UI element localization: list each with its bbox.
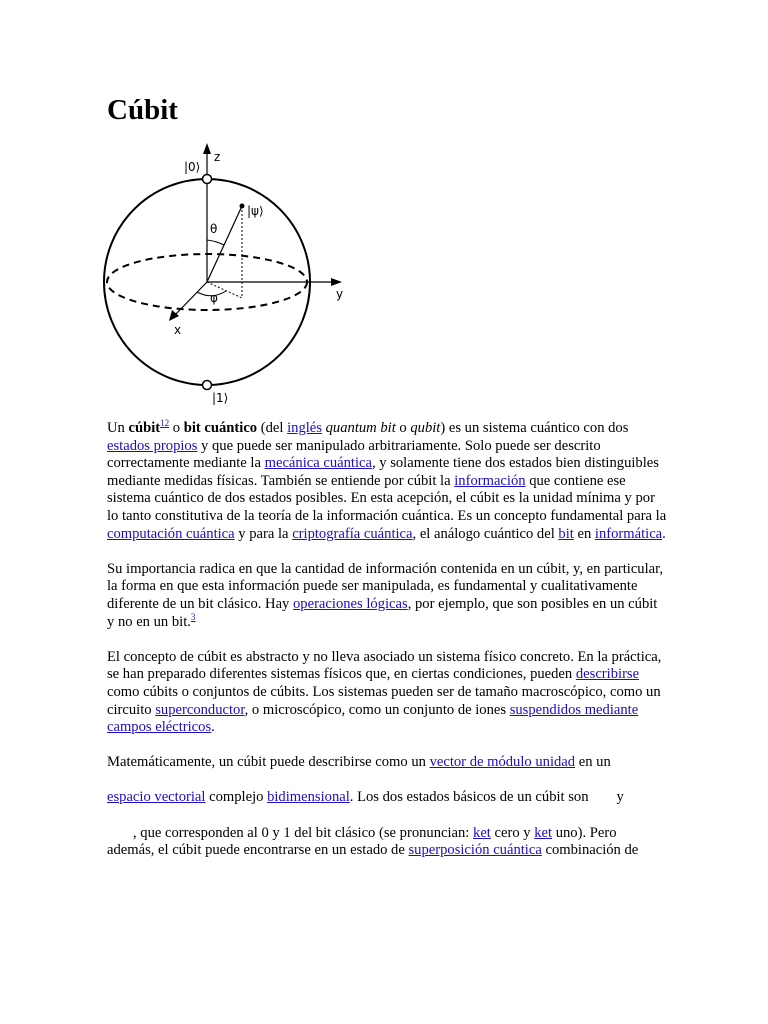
paragraph-math: [107, 754, 667, 772]
text: Un: [107, 420, 129, 436]
term-cubit: cúbit: [128, 420, 161, 436]
text: y que puede ser manipulado arbitrariamente. Solo puede ser descrito correctamente mediante la: [107, 437, 601, 472]
link-describirse[interactable]: describirse: [575, 666, 640, 683]
text: . Los dos estados básicos de un cúbit son: [349, 789, 589, 806]
text: como cúbits o conjuntos de cúbits. Los sistemas pueden ser de tamaño macroscópico, como un circuito: [107, 683, 661, 718]
text: y para la: [234, 525, 293, 542]
link-ket-uno[interactable]: ket: [534, 824, 553, 841]
text: que contiene ese sistema cuántico de dos estados posibles. En esta acepción, el cúbit es la unidad mínima y por lo tanto constitutiva de la teoría de la información cuántica. Es un concepto fundamental para la: [107, 472, 667, 524]
ket1-label: |1⟩: [212, 391, 229, 405]
text: .: [662, 525, 666, 542]
z-axis-label: z: [214, 150, 221, 164]
bloch-sphere-diagram: [100, 140, 360, 410]
paragraph-importance: [107, 561, 667, 631]
y-axis-label: y: [336, 287, 344, 301]
theta-label: θ: [210, 222, 218, 236]
term-bit-cuantico: bit cuántico: [183, 420, 258, 436]
ketpsi-label: |ψ⟩: [247, 204, 264, 218]
link-criptografia-cuantica[interactable]: criptografía cuántica: [292, 525, 413, 542]
text: ) es un sistema cuántico con dos: [440, 420, 629, 436]
page-title: Cúbit: [107, 94, 178, 126]
article-body: [107, 420, 667, 877]
text: , que corresponden al 0 y 1 del bit clásico (se pronuncian:: [133, 824, 474, 841]
state-vector: [207, 206, 242, 282]
link-vector-modulo-unidad[interactable]: vector de módulo unidad: [429, 754, 576, 771]
link-superposicion-cuantica[interactable]: superposición cuántica: [408, 842, 542, 859]
text: complejo: [205, 789, 268, 806]
link-espacio-vectorial[interactable]: espacio vectorial: [107, 789, 206, 806]
text: .: [211, 719, 215, 736]
text: Matemáticamente, un cúbit puede describirse como un: [107, 754, 430, 771]
link-estados-propios[interactable]: estados propios: [107, 437, 198, 454]
phi-label: φ: [210, 291, 218, 305]
text: Su importancia radica en que la cantidad de información contenida en un cúbit, y, en particular, la forma en que esta información puede ser manipulada, es fundamental y cualitativamente diferente de un bit clásico. Hay: [107, 560, 664, 612]
paragraph-vector-space: [107, 789, 667, 807]
link-suspendidos-campos-electricos[interactable]: suspendidos mediante campos eléctricos: [107, 701, 639, 736]
link-bidimensional[interactable]: bidimensional: [267, 789, 350, 806]
link-informacion[interactable]: información: [454, 472, 526, 489]
link-ket-cero[interactable]: ket: [473, 824, 491, 841]
link-ingles[interactable]: inglés: [287, 420, 322, 436]
text: El concepto de cúbit es abstracto y no lleva asociado un sistema físico concreto. En la práctica, se han preparado diferentes sistemas físicos que, en ciertas condiciones, pueden: [107, 648, 662, 683]
text: uno). Pero además, el cúbit puede encontrarse en un estado de: [107, 824, 617, 859]
reference-3-link[interactable]: 3: [190, 611, 196, 622]
link-informatica[interactable]: informática: [594, 525, 663, 542]
reference-2-link[interactable]: 2: [164, 418, 170, 428]
south-pole-point: [203, 381, 212, 390]
term-qubit: qubit: [410, 420, 441, 436]
north-pole-point: [203, 175, 212, 184]
x-axis-label: x: [174, 323, 182, 337]
paragraph-ket: [107, 825, 667, 860]
bloch-sphere-figure: [100, 140, 360, 410]
z-axis-arrow: [203, 143, 211, 154]
text: o: [169, 420, 184, 436]
reference-1-link[interactable]: 1: [160, 418, 165, 428]
text: , o microscópico, como un conjunto de iones: [244, 701, 510, 718]
paragraph-intro: [107, 420, 667, 543]
link-computacion-cuantica[interactable]: computación cuántica: [107, 525, 235, 542]
y-axis-arrow: [331, 278, 342, 286]
link-mecanica-cuantica[interactable]: mecánica cuántica: [264, 455, 372, 472]
text: , y solamente tiene dos estados bien distinguibles mediante medidas físicas. También se entiende por cúbit la: [107, 455, 659, 489]
link-bit[interactable]: bit: [558, 525, 574, 542]
theta-arc: [207, 240, 224, 245]
text: , por ejemplo, que son posibles en un cúbit y no en un bit.: [107, 595, 658, 630]
text: cero y: [490, 824, 535, 841]
text: y: [616, 789, 624, 806]
text: , el análogo cuántico del: [412, 525, 559, 542]
link-operaciones-logicas[interactable]: operaciones lógicas: [293, 595, 408, 612]
ket0-label: |0⟩: [184, 160, 201, 174]
term-quantum-bit: quantum bit: [325, 420, 396, 436]
link-superconductor[interactable]: superconductor: [155, 701, 245, 718]
text: o: [395, 420, 411, 436]
text: (del: [257, 420, 288, 436]
text: en un: [575, 754, 611, 771]
text: combinación de: [541, 842, 639, 859]
text: en: [573, 525, 595, 542]
paragraph-concept: [107, 649, 667, 737]
